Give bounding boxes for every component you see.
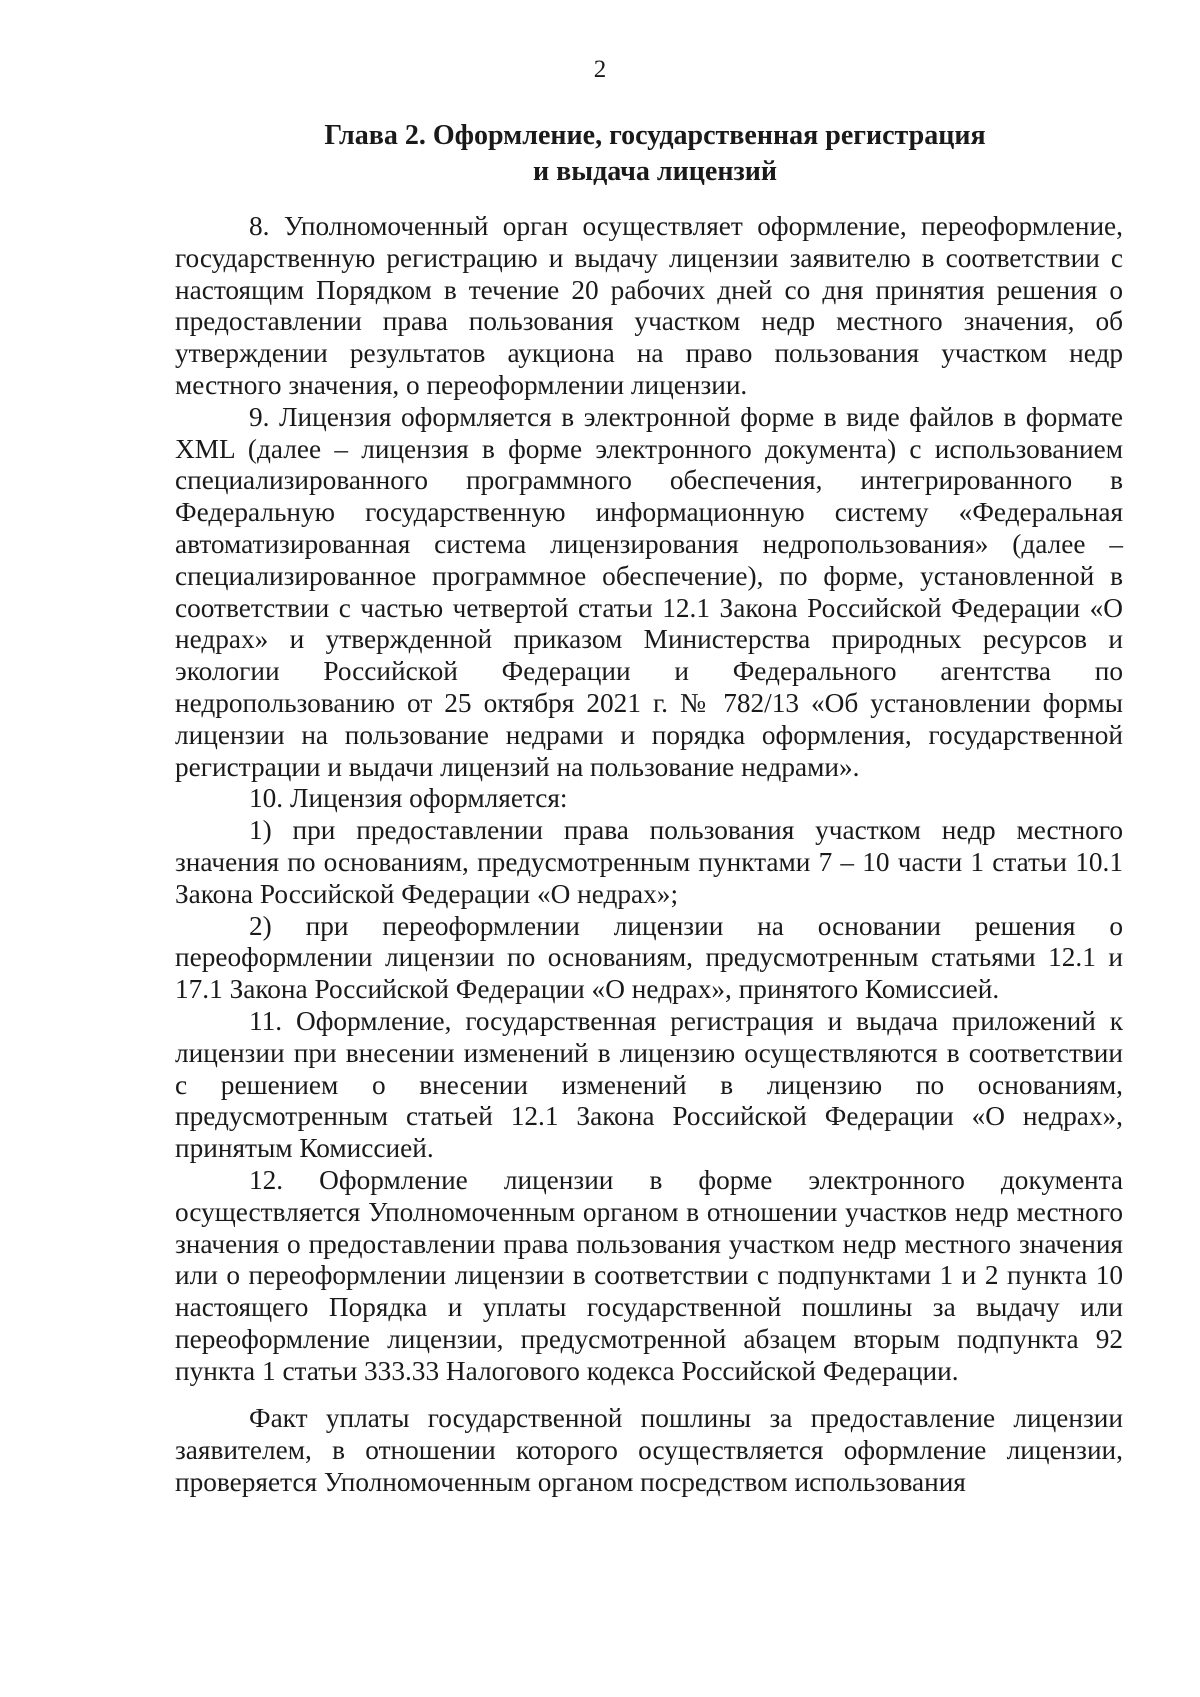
paragraph-subitem-2: 2) при переоформлении лицензии на основании решения о переоформлении лицензии по основаниям, предусмотренным статьями 12.1 и 17.1 Закона Российской Федерации «О недрах», принятого Комиссией. (175, 910, 1123, 1005)
chapter-heading-line-1: Глава 2. Оформление, государственная регистрация (324, 120, 986, 151)
paragraph-item-9: 9. Лицензия оформляется в электронной форме в виде файлов в формате XML (далее – лицензия в форме электронного документа) с использованием специализированного программного обеспечения, интегрированного в Федеральную государственную информационную систему «Федеральная автоматизированная система лицензирования недропользования» (далее – специализированное программное обеспечение), по форме, установленной в соответствии с частью четвертой статьи 12.1 Закона Российской Федерации «О недрах» и утвержденной приказом Министерства природных ресурсов и экологии Российской Федерации и Федерального агентства по недропользованию от 25 октября 2021 г. № 782/13 «Об установлении формы лицензии на пользование недрами и порядка оформления, государственной регистрации и выдачи лицензий на пользование недрами». (175, 401, 1123, 782)
paragraph-item-12: 12. Оформление лицензии в форме электронного документа осуществляется Уполномоченным органом в отношении участков недр местного значения о предоставлении права пользования участком недр местного значения или о переоформлении лицензии в соответствии с подпунктами 1 и 2 пункта 10 настоящего Порядка и уплаты государственной пошлины за выдачу или переоформление лицензии, предусмотренной абзацем вторым подпункта 92 пункта 1 статьи 333.33 Налогового кодекса Российской Федерации. (175, 1164, 1123, 1386)
paragraph-subitem-1: 1) при предоставлении права пользования участком недр местного значения по основаниям, предусмотренным пунктами 7 – 10 части 1 статьи 10.1 Закона Российской Федерации «О недрах»; (175, 815, 1123, 909)
paragraph-item-11: 11. Оформление, государственная регистрация и выдача приложений к лицензии при внесении изменений в лицензию осуществляются в соответствии с решением о внесении изменений в лицензию по основаниям, предусмотренным статьей 12.1 Закона Российской Федерации «О недрах», принятым Комиссией. (175, 1005, 1123, 1164)
paragraph-item-8: 8. Уполномоченный орган осуществляет оформление, переоформление, государственную регистрацию и выдачу лицензии заявителю в соответствии с настоящим Порядком в течение 20 рабочих дней со дня принятия решения о предоставлении права пользования участком недр местного значения, об утверждении результатов аукциона на право пользования участком недр местного значения, о переоформлении лицензии. (175, 211, 1123, 400)
page-number: 2 (593, 56, 607, 83)
body-text (175, 211, 1123, 1499)
paragraph-item-10: 10. Лицензия оформляется: (249, 783, 568, 814)
paragraph-fee-payment: Факт уплаты государственной пошлины за предоставление лицензии заявителем, в отношении которого осуществляется оформление лицензии, проверяется Уполномоченным органом посредством использования (175, 1403, 1123, 1498)
chapter-heading (230, 118, 1080, 190)
chapter-heading-line-2: и выдача лицензий (532, 156, 777, 187)
